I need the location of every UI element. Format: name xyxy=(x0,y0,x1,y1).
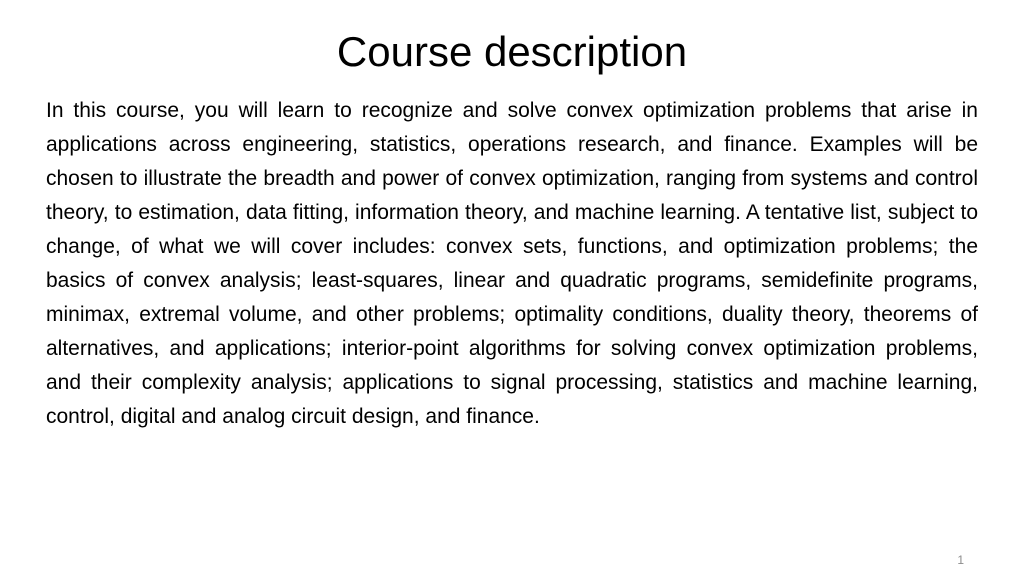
slide-page-number: 1 xyxy=(957,553,964,567)
slide-body-text: In this course, you will learn to recognize and solve convex optimization problems that arise in applications across engineering, statistics, operations research, and finance. Examples will be chosen to illustrate the breadth and power of convex optimization, ranging from systems and control theory, to estimation, data fitting, information theory, and machine learning. A tentative list, subject to change, of what we will cover includes: convex sets, functions, and optimization problems; the basics of convex analysis; least-squares, linear and quadratic programs, semidefinite programs, minimax, extremal volume, and other problems; optimality conditions, duality theory, theorems of alternatives, and applications; interior-point algorithms for solving convex optimization problems, and their complexity analysis; applications to signal processing, statistics and machine learning, control, digital and analog circuit design, and finance. xyxy=(46,99,978,428)
slide-title: Course description xyxy=(336,28,688,75)
